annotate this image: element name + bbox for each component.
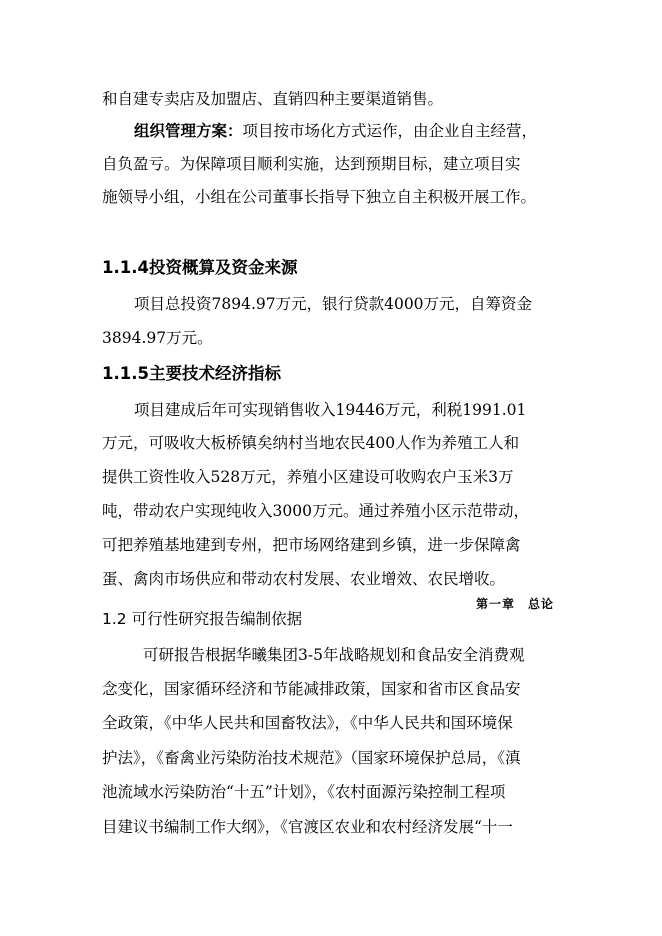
running-header: 第一章 总论 (476, 597, 555, 611)
org-paragraph-line-2: 自负盈亏。为保障项目顺利实施，达到预期目标，建立项目实 (102, 155, 521, 173)
section-115-line-3: 提供工资性收入528万元，养殖小区建设可收购农户玉米3万 (102, 468, 514, 486)
section-12-line-3: 全政策，《中华人民共和国畜牧法》，《中华人民共和国环境保 (102, 714, 513, 732)
section-heading-1-1-4: 1.1.4投资概算及资金来源 (102, 258, 298, 277)
org-paragraph-line-1 (134, 121, 558, 141)
paragraph-line: 和自建专卖店及加盟店、直销四种主要渠道销售。 (102, 90, 444, 108)
org-label: 组织管理方案： (134, 121, 243, 140)
section-115-line-5: 可把养殖基地建到专州，把市场网络建到乡镇，进一步保障禽 (102, 536, 521, 554)
section-115-line-6: 蛋、禽肉市场供应和带动农村发展、农业增效、农民增收。 (102, 570, 506, 588)
section-12-line-4: 护法》，《畜禽业污染防治技术规范》（国家环境保护总局，《滇 (102, 749, 521, 767)
section-heading-1-2: 1.2 可行性研究报告编制依据 (102, 610, 303, 628)
section-115-line-4: 吨，带动农户实现纯收入3000万元。通过养殖小区示范带动， (102, 502, 529, 520)
section-12-line-5: 池流域水污染防治“十五”计划》，《农村面源污染控制工程项 (102, 783, 506, 801)
org-paragraph-line-3: 施领导小组，小组在公司董事长指导下独立自主积极开展工作。 (102, 188, 537, 206)
section-114-line-2: 3894.97万元。 (102, 329, 213, 347)
section-12-line-2: 念变化，国家循环经济和节能减排政策，国家和省市区食品安 (102, 680, 521, 698)
section-114-line-1: 项目总投资7894.97万元，银行贷款4000万元，自筹资金 (134, 295, 533, 313)
section-12-line-1: 可研报告根据华曦集团3-5年战略规划和食品安全消费观 (143, 646, 525, 664)
section-115-line-2: 万元，可吸收大板桥镇矣纳村当地农民400人作为养殖工人和 (102, 434, 520, 452)
section-heading-1-1-5: 1.1.5主要技术经济指标 (102, 364, 281, 383)
section-115-line-1: 项目建成后年可实现销售收入19446万元，利税1991.01 (134, 401, 527, 419)
org-text: 项目按市场化方式运作，由企业自主经营， (242, 122, 538, 140)
section-12-line-6: 目建议书编制工作大纲》，《官渡区农业和农村经济发展“十一 (102, 818, 513, 836)
